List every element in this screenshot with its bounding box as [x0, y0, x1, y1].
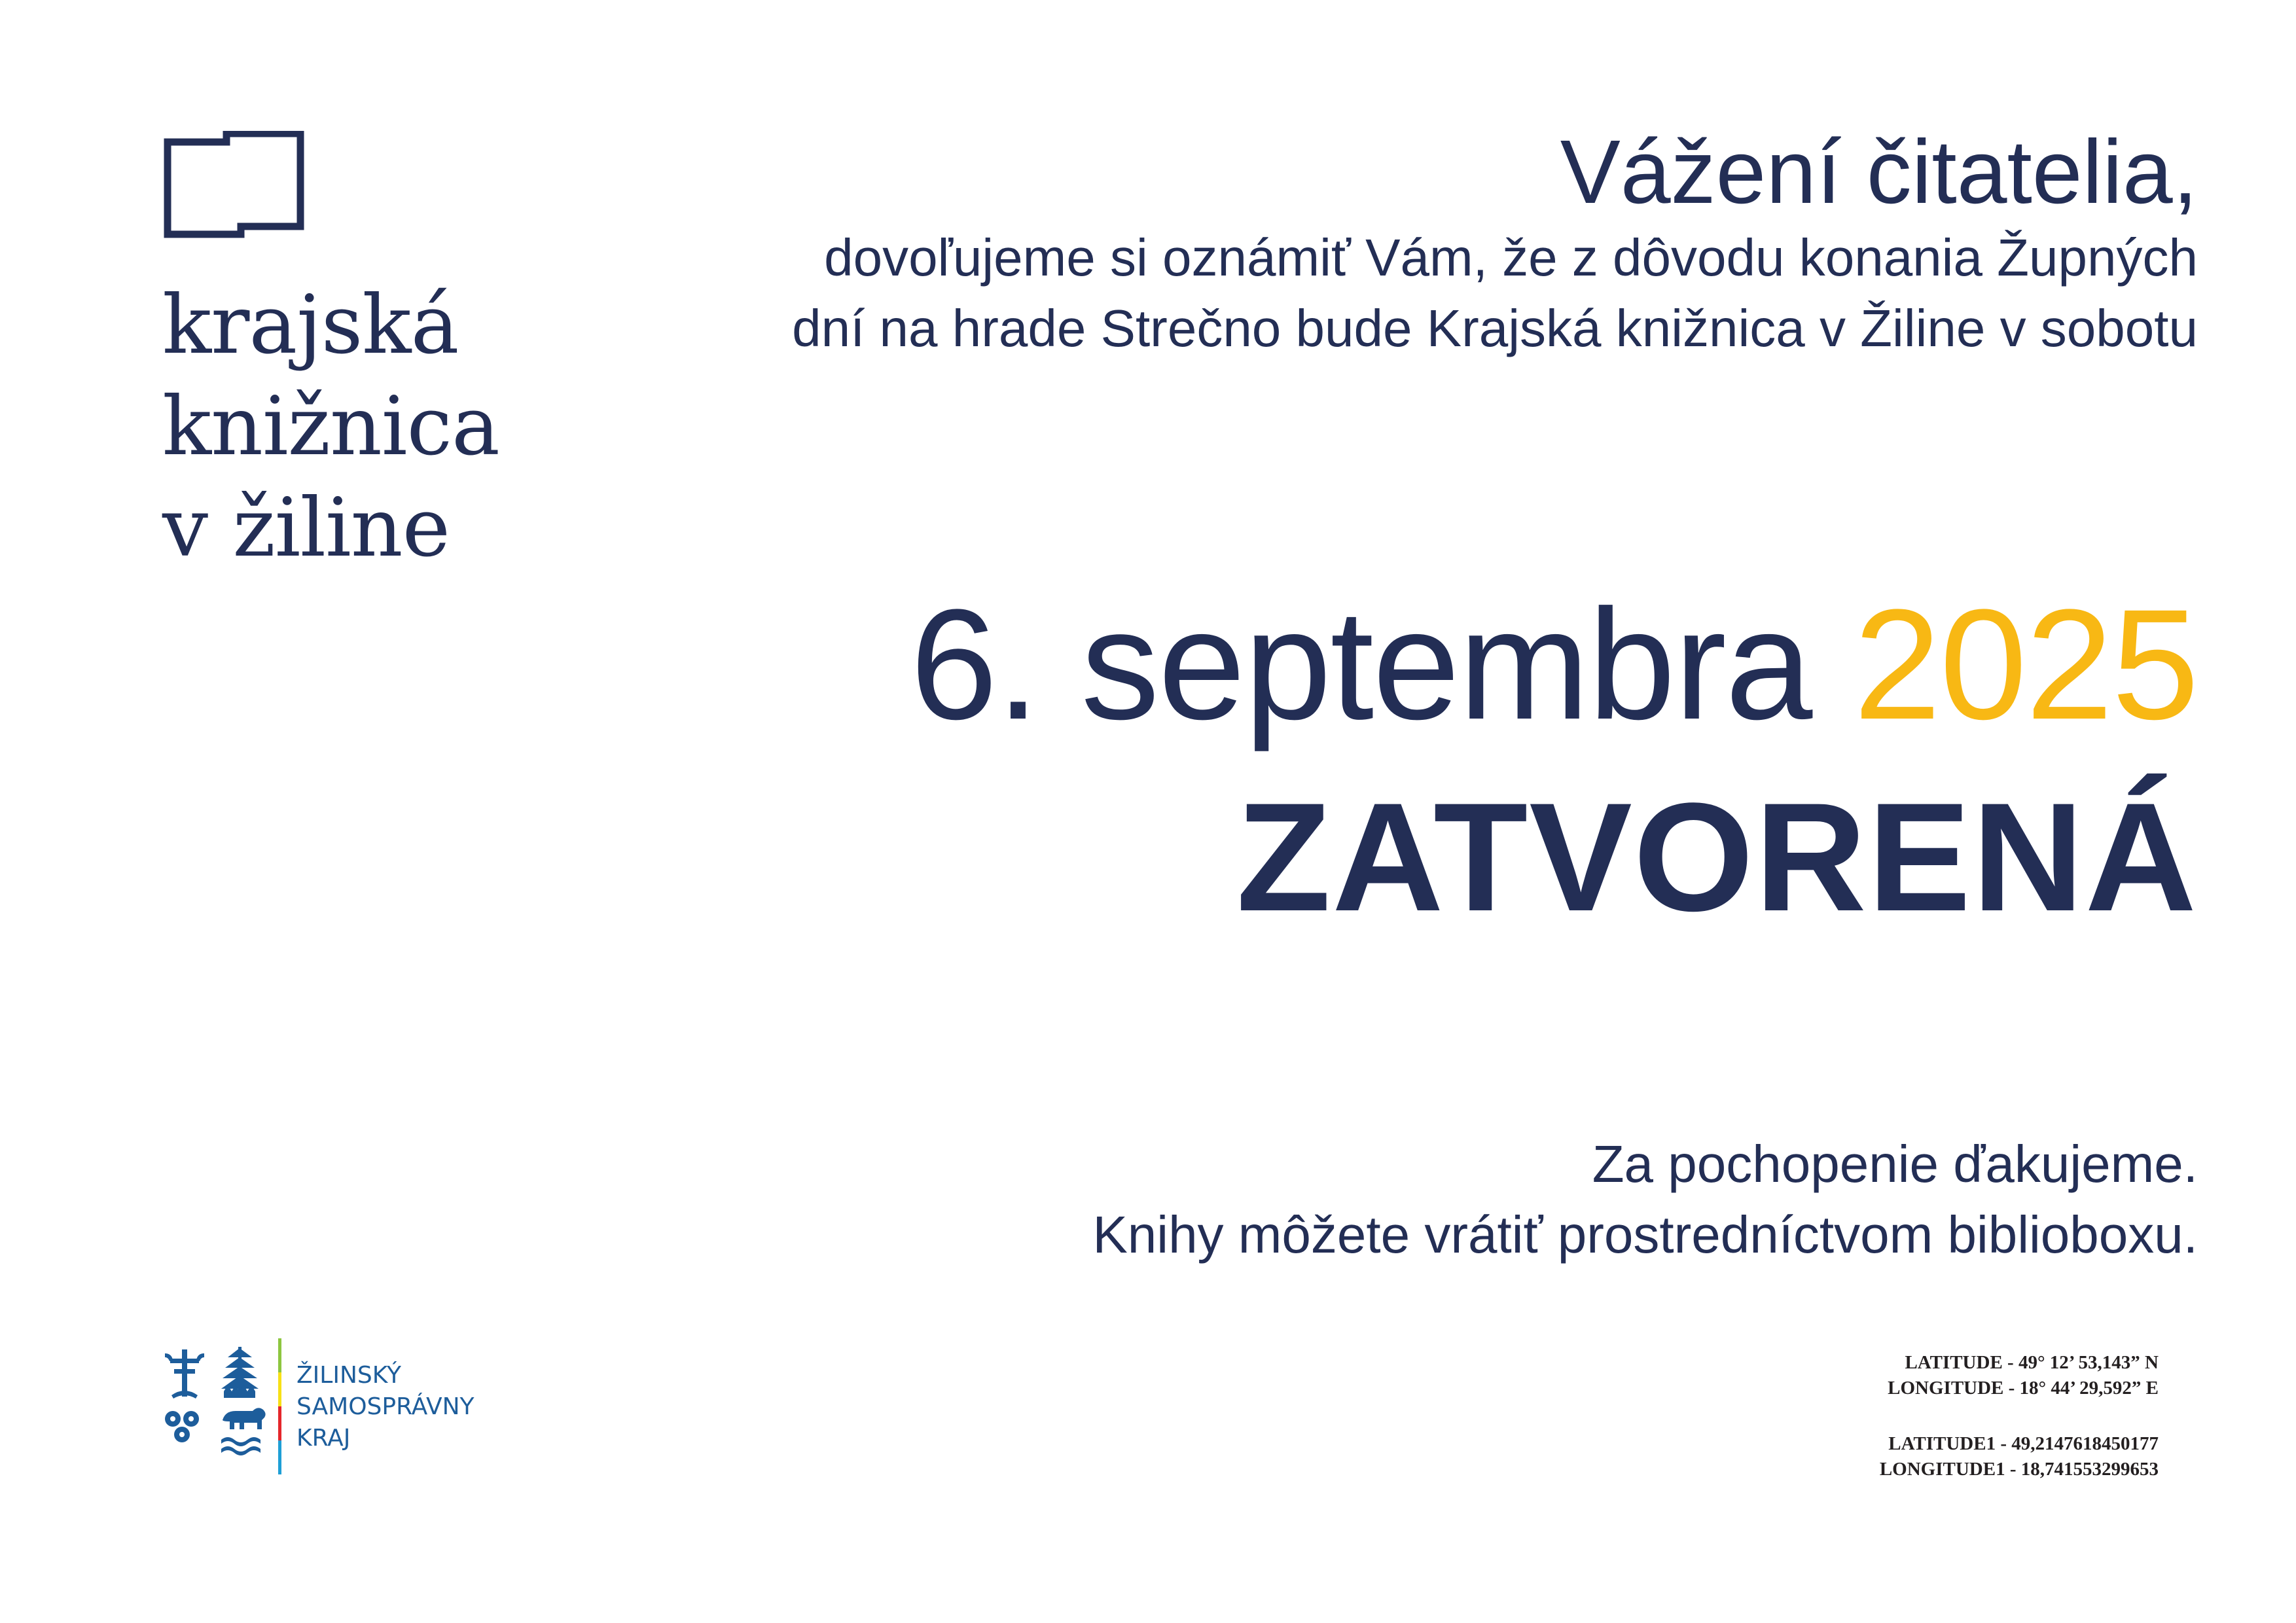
region-name-line-1: ŽILINSKÝ	[296, 1362, 402, 1389]
intro-paragraph	[792, 223, 2198, 364]
longitude-decimal: LONGITUDE1 - 18,741553299653	[1879, 1459, 2159, 1480]
longitude-dms: LONGITUDE - 18° 44’ 29,592” E	[1888, 1378, 2159, 1399]
region-name-line-2: SAMOSPRÁVNY	[296, 1393, 475, 1420]
thanks-line-2: Knihy môžete vrátiť prostredníctvom biblioboxu.	[1092, 1205, 2198, 1264]
date-year: 2025	[1854, 577, 2198, 752]
library-logo-text	[162, 275, 499, 579]
intro-line-2: dní na hrade Strečno bude Krajská knižnica v Žiline v sobotu	[792, 299, 2198, 357]
intro-line-1: dovoľujeme si oznámiť Vám, že z dôvodu konania Župných	[824, 228, 2198, 287]
region-name	[296, 1360, 475, 1454]
closed-status: ZATVORENÁ	[1236, 771, 2198, 944]
thanks-line-1: Za pochopenie ďakujeme.	[1592, 1135, 2198, 1193]
open-book-outline-icon	[164, 131, 304, 239]
logo-line-2: knižnica	[162, 380, 499, 474]
region-logo	[162, 1335, 476, 1476]
thanks-paragraph	[1092, 1129, 2198, 1270]
region-name-line-3: KRAJ	[296, 1425, 351, 1452]
latitude-dms: LATITUDE - 49° 12’ 53,143” N	[1905, 1352, 2159, 1373]
gps-coordinates	[1880, 1350, 2159, 1482]
latitude-decimal: LATITUDE1 - 49,2147618450177	[1888, 1433, 2159, 1454]
date-day-month: 6. septembra	[910, 577, 1812, 752]
logo-line-1: krajská	[162, 278, 459, 372]
closure-date	[910, 576, 2198, 753]
zilina-region-coat-of-arms-icon	[162, 1335, 293, 1476]
logo-line-3: v žiline	[162, 481, 450, 575]
greeting-heading: Vážení čitatelia,	[1560, 122, 2198, 223]
